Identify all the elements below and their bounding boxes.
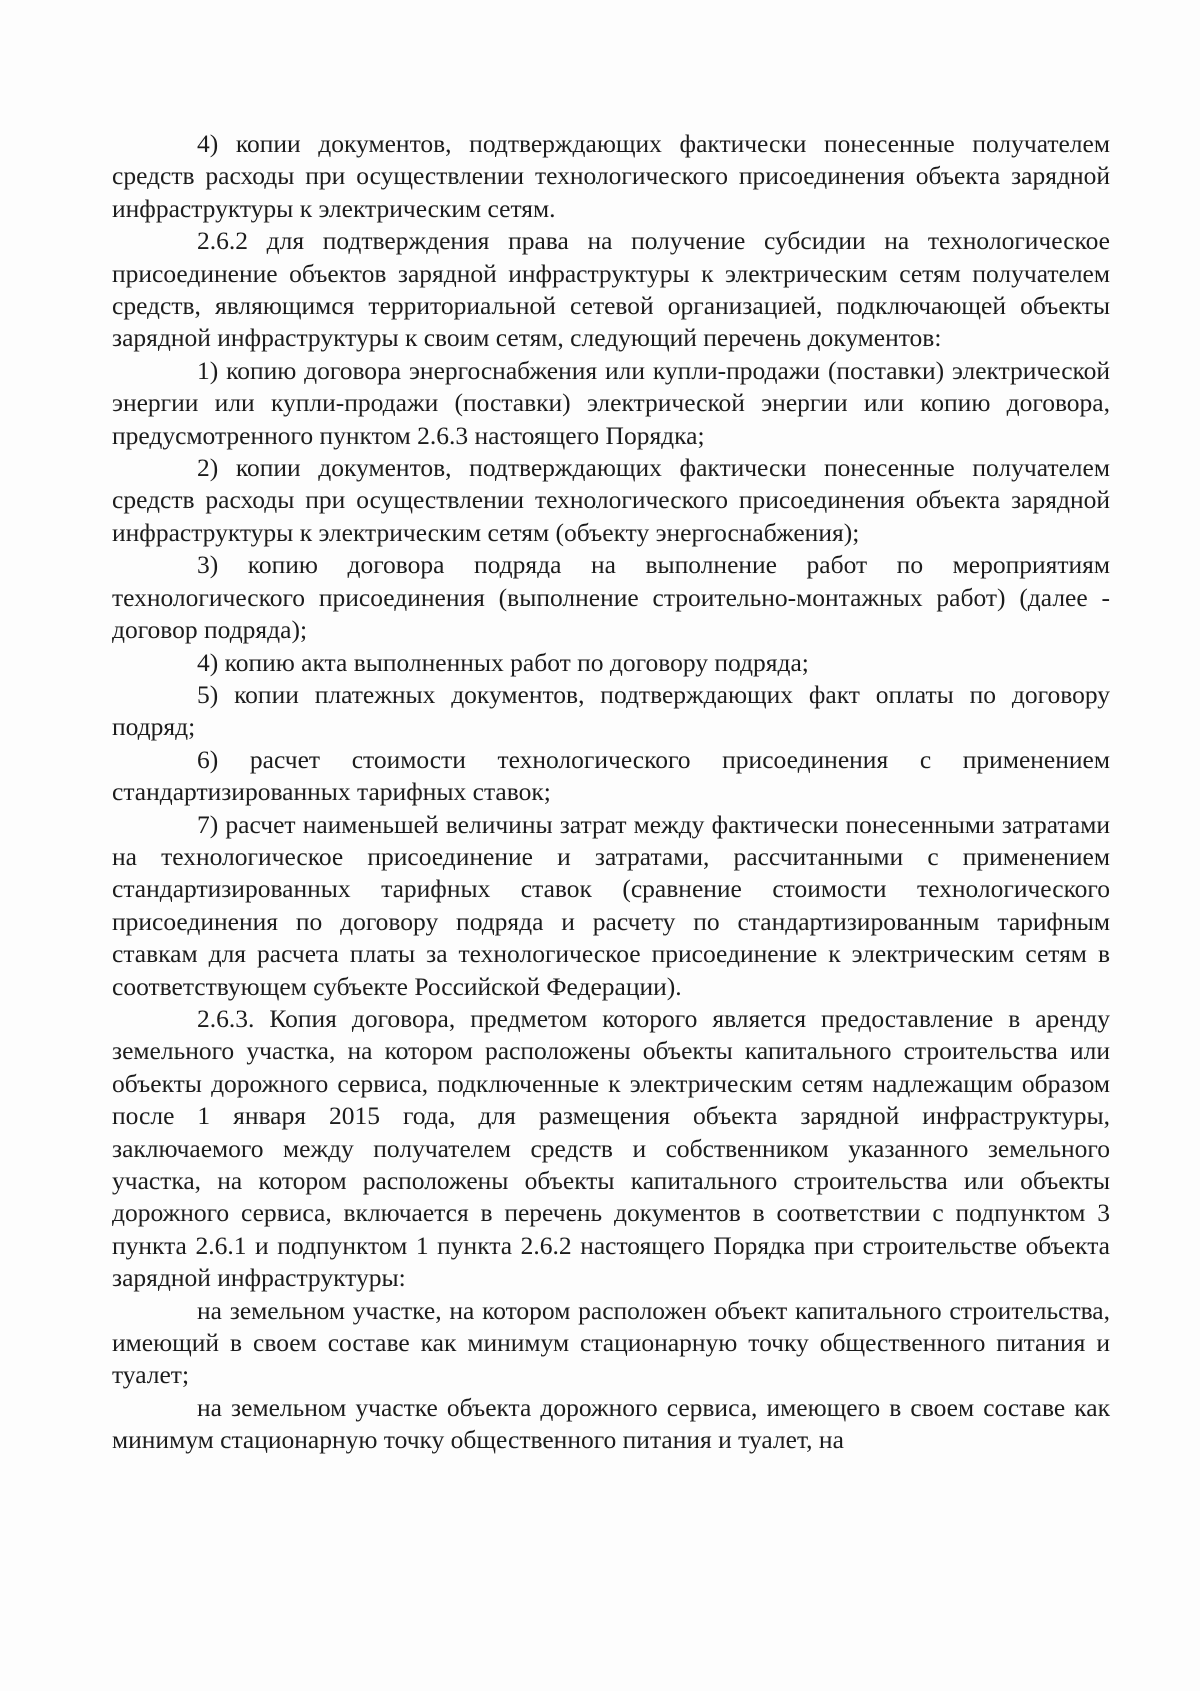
list-item-2-costs: 2) копии документов, подтверждающих фактически понесенные получателем средств расходы при осуществлении технологического присоединения объекта зарядной инфраструктуры к электрическим сетям (объекту энергоснабжения); (112, 453, 1110, 547)
list-item-5-payment-docs: 5) копии платежных документов, подтверждающих факт оплаты по договору подряд; (112, 679, 1110, 742)
paragraph-land-plot-road-service: на земельном участке объекта дорожного сервиса, имеющего в своем составе как минимум стационарную точку общественного питания и туалет, на (112, 1392, 1110, 1455)
list-item-6-cost-calc: 6) расчет стоимости технологического присоединения с применением стандартизированных тарифных ставок; (112, 744, 1110, 807)
paragraph-land-plot-capital: на земельном участке, на котором расположен объект капитального строительства, имеющий в своем составе как минимум стационарную точку общественного питания и туалет; (112, 1295, 1110, 1390)
paragraph-item-4-costs: 4) копии документов, подтверждающих фактически понесенные получателем средств расходы при осуществлении технологического присоединения объекта зарядной инфраструктуры к электрическим сетям. (112, 129, 1110, 223)
list-item-1-contract: 1) копию договора энергоснабжения или купли-продажи (поставки) электрической энергии или купли-продажи (поставки) электрической энергии или копию договора, предусмотренного пунктом 2.6.3 настоящего Порядка; (112, 355, 1110, 450)
list-item-4-work-act: 4) копию акта выполненных работ по договору подряда; (197, 647, 809, 677)
paragraph-2-6-2: 2.6.2 для подтверждения права на получение субсидии на технологическое присоединение объектов зарядной инфраструктуры к электрическим сетям получателем средств, являющимся территориальной сетевой организацией, подключающей объекты зарядной инфраструктуры к своим сетям, следующий перечень документов: (112, 226, 1110, 353)
document-body (112, 128, 1110, 1457)
paragraph-2-6-3: 2.6.3. Копия договора, предметом которого является предоставление в аренду земельного участка, на котором расположены объекты капитального строительства или объекты дорожного сервиса, подключенные к электрическим сетям надлежащим образом после 1 января 2015 года, для размещения объекта зарядной инфраструктуры, заключаемого между получателем средств и собственником указанного земельного участка, на котором расположены объекты капитального строительства или объекты дорожного сервиса, включается в перечень документов в соответствии с подпунктом 3 пункта 2.6.1 и подпунктом 1 пункта 2.6.2 настоящего Порядка при строительстве объекта зарядной инфраструктуры: (112, 1003, 1110, 1293)
list-item-7-min-cost-calc: 7) расчет наименьшей величины затрат между фактически понесенными затратами на технологическое присоединение и затратами, рассчитанными с применением стандартизированных тарифных ставок (сравнение стоимости технологического присоединения по договору подряда и расчету по стандартизированным тарифным ставкам для расчета платы за технологическое присоединение к электрическим сетям в соответствующем субъекте Российской Федерации). (112, 809, 1110, 1001)
list-item-3-work-contract: 3) копию договора подряда на выполнение работ по мероприятиям технологического присоединения (выполнение строительно-монтажных работ) (далее - договор подряда); (112, 550, 1110, 645)
